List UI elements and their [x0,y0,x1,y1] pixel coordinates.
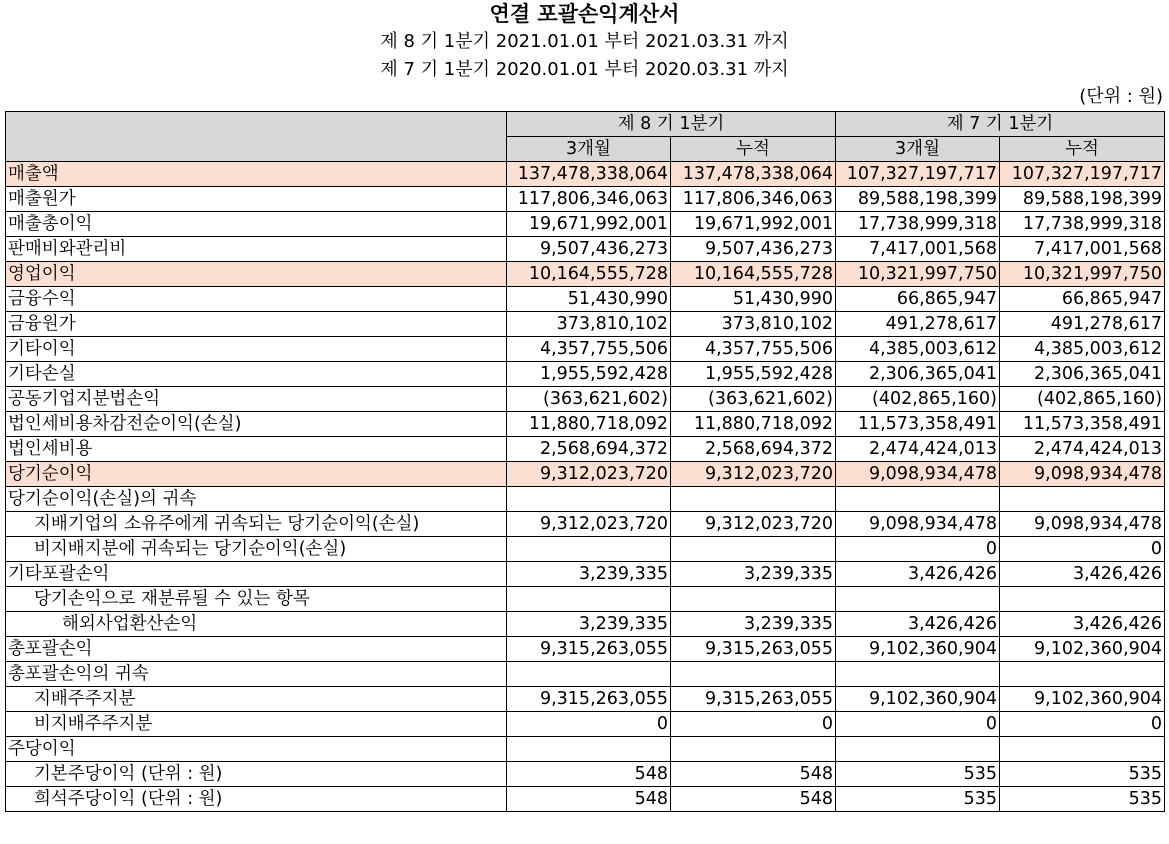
header-group-current: 제 8 기 1분기 [507,112,836,137]
row-value: 9,098,934,478 [836,512,1000,537]
row-value: 1,955,592,428 [671,362,836,387]
row-value [836,487,1000,512]
row-label: 법인세비용차감전순이익(손실) [6,412,507,437]
row-value: 373,810,102 [507,312,671,337]
row-value [507,587,671,612]
row-value: 9,315,263,055 [671,687,836,712]
table-row [6,337,1165,362]
header-prior-3months: 3개월 [836,137,1000,162]
row-label: 비지배주주지분 [6,712,507,737]
row-value: 66,865,947 [1000,287,1165,312]
table-row [6,162,1165,187]
prior-period: 제 7 기 1분기 2020.01.01 부터 2020.03.31 까지 [380,59,789,80]
row-value: 535 [1000,762,1165,787]
row-value [1000,487,1165,512]
row-value: 10,164,555,728 [507,262,671,287]
table-row [6,287,1165,312]
row-value: 2,568,694,372 [507,437,671,462]
row-value: 17,738,999,318 [1000,212,1165,237]
row-value: 0 [1000,712,1165,737]
row-value: 11,880,718,092 [671,412,836,437]
table-row [6,412,1165,437]
row-label: 공동기업지분법손익 [6,387,507,412]
header-current-3months: 3개월 [507,137,671,162]
row-value: 9,102,360,904 [1000,687,1165,712]
row-value: 9,312,023,720 [671,462,836,487]
row-value: 373,810,102 [671,312,836,337]
table-row [6,637,1165,662]
row-value: 9,312,023,720 [507,512,671,537]
table-row [6,737,1165,762]
row-label: 금융수익 [6,287,507,312]
row-label: 지배기업의 소유주에게 귀속되는 당기순이익(손실) [6,512,507,537]
row-value: 2,568,694,372 [671,437,836,462]
row-value [1000,737,1165,762]
row-value: 3,426,426 [1000,612,1165,637]
row-value: 4,357,755,506 [507,337,671,362]
row-label: 당기순이익(손실)의 귀속 [6,487,507,512]
header-blank-cell [6,112,507,162]
row-value: 4,385,003,612 [836,337,1000,362]
row-label: 매출총이익 [6,212,507,237]
row-value: 137,478,338,064 [671,162,836,187]
row-value: 11,573,358,491 [836,412,1000,437]
row-value: 535 [836,787,1000,812]
row-value: 491,278,617 [1000,312,1165,337]
row-label: 희석주당이익 (단위 : 원) [6,787,507,812]
row-value: 3,426,426 [836,612,1000,637]
row-value: 9,315,263,055 [671,637,836,662]
table-row [6,212,1165,237]
header-prior-cumulative: 누적 [1000,137,1165,162]
row-value: 7,417,001,568 [1000,237,1165,262]
row-label: 기타이익 [6,337,507,362]
table-row [6,437,1165,462]
row-label: 주당이익 [6,737,507,762]
row-value: (363,621,602) [507,387,671,412]
row-value [671,662,836,687]
table-row [6,487,1165,512]
row-value [836,737,1000,762]
table-row [6,462,1165,487]
row-value: 3,426,426 [836,562,1000,587]
row-value: 491,278,617 [836,312,1000,337]
row-label: 매출액 [6,162,507,187]
row-value: 3,239,335 [507,562,671,587]
table-row [6,587,1165,612]
row-value: 19,671,992,001 [671,212,836,237]
row-value [836,587,1000,612]
row-value: 535 [1000,787,1165,812]
row-value: 9,102,360,904 [836,687,1000,712]
row-label: 비지배지분에 귀속되는 당기순이익(손실) [6,537,507,562]
header-group-prior: 제 7 기 1분기 [836,112,1165,137]
table-row [6,612,1165,637]
table-row [6,687,1165,712]
row-value: 9,102,360,904 [836,637,1000,662]
row-value: 4,357,755,506 [671,337,836,362]
row-value [507,487,671,512]
row-value: 10,321,997,750 [1000,262,1165,287]
table-row [6,512,1165,537]
table-row [6,237,1165,262]
row-label: 당기순이익 [6,462,507,487]
row-value [836,662,1000,687]
row-value [671,537,836,562]
row-label: 총포괄손익 [6,637,507,662]
row-value: 3,239,335 [671,612,836,637]
table-row [6,787,1165,812]
row-value [671,487,836,512]
table-row [6,562,1165,587]
row-value: 19,671,992,001 [507,212,671,237]
table-row [6,187,1165,212]
row-value: 7,417,001,568 [836,237,1000,262]
table-row [6,762,1165,787]
row-value: 10,321,997,750 [836,262,1000,287]
row-value: 10,164,555,728 [671,262,836,287]
row-value: 0 [671,712,836,737]
row-value: 117,806,346,063 [671,187,836,212]
table-row [6,712,1165,737]
row-value [1000,587,1165,612]
row-value: 9,312,023,720 [671,512,836,537]
row-value [671,587,836,612]
row-value: 548 [671,762,836,787]
row-value: 9,507,436,273 [507,237,671,262]
row-value: 4,385,003,612 [1000,337,1165,362]
row-label: 기타손실 [6,362,507,387]
row-label: 금융원가 [6,312,507,337]
row-label: 매출원가 [6,187,507,212]
row-value [507,537,671,562]
row-label: 총포괄손익의 귀속 [6,662,507,687]
row-value [507,737,671,762]
row-value: 137,478,338,064 [507,162,671,187]
row-value: 2,306,365,041 [836,362,1000,387]
row-value: 9,312,023,720 [507,462,671,487]
row-value: 9,098,934,478 [1000,462,1165,487]
income-statement-table [5,111,1165,812]
table-row [6,662,1165,687]
row-label: 해외사업환산손익 [6,612,507,637]
row-value: 117,806,346,063 [507,187,671,212]
row-value: 548 [507,762,671,787]
row-value: 9,507,436,273 [671,237,836,262]
current-period: 제 8 기 1분기 2021.01.01 부터 2021.03.31 까지 [380,31,789,52]
table-row [6,312,1165,337]
row-value: 51,430,990 [507,287,671,312]
row-value: 9,315,263,055 [507,637,671,662]
row-value: 51,430,990 [671,287,836,312]
row-label: 지배주주지분 [6,687,507,712]
unit-label: (단위 : 원) [1079,86,1163,107]
row-label: 판매비와관리비 [6,237,507,262]
row-value: 3,239,335 [671,562,836,587]
row-value: 0 [1000,537,1165,562]
row-label: 법인세비용 [6,437,507,462]
row-value: 2,474,424,013 [1000,437,1165,462]
row-value: 2,306,365,041 [1000,362,1165,387]
header-current-cumulative: 누적 [671,137,836,162]
row-value: 9,315,263,055 [507,687,671,712]
row-value: 9,098,934,478 [1000,512,1165,537]
statement-title: 연결 포괄손익계산서 [489,2,680,26]
row-value: (402,865,160) [1000,387,1165,412]
row-value: 89,588,198,399 [1000,187,1165,212]
row-value: 548 [507,787,671,812]
row-value: 66,865,947 [836,287,1000,312]
row-label: 당기손익으로 재분류될 수 있는 항목 [6,587,507,612]
row-value: 0 [836,712,1000,737]
row-value: (363,621,602) [671,387,836,412]
row-value: 9,102,360,904 [1000,637,1165,662]
row-value: 107,327,197,717 [1000,162,1165,187]
row-value [1000,662,1165,687]
row-value: 9,098,934,478 [836,462,1000,487]
row-value: 107,327,197,717 [836,162,1000,187]
table-row [6,262,1165,287]
row-label: 기타포괄손익 [6,562,507,587]
row-value: 89,588,198,399 [836,187,1000,212]
table-row [6,537,1165,562]
row-value: 3,426,426 [1000,562,1165,587]
row-value [507,662,671,687]
row-value: 1,955,592,428 [507,362,671,387]
row-value: (402,865,160) [836,387,1000,412]
row-value: 548 [671,787,836,812]
row-value: 3,239,335 [507,612,671,637]
header-row-groups [6,112,1165,137]
row-value: 11,880,718,092 [507,412,671,437]
row-label: 기본주당이익 (단위 : 원) [6,762,507,787]
row-value: 0 [507,712,671,737]
row-value [671,737,836,762]
row-value: 2,474,424,013 [836,437,1000,462]
row-value: 535 [836,762,1000,787]
row-value: 11,573,358,491 [1000,412,1165,437]
row-value: 0 [836,537,1000,562]
row-value: 17,738,999,318 [836,212,1000,237]
table-row [6,387,1165,412]
table-row [6,362,1165,387]
row-label: 영업이익 [6,262,507,287]
